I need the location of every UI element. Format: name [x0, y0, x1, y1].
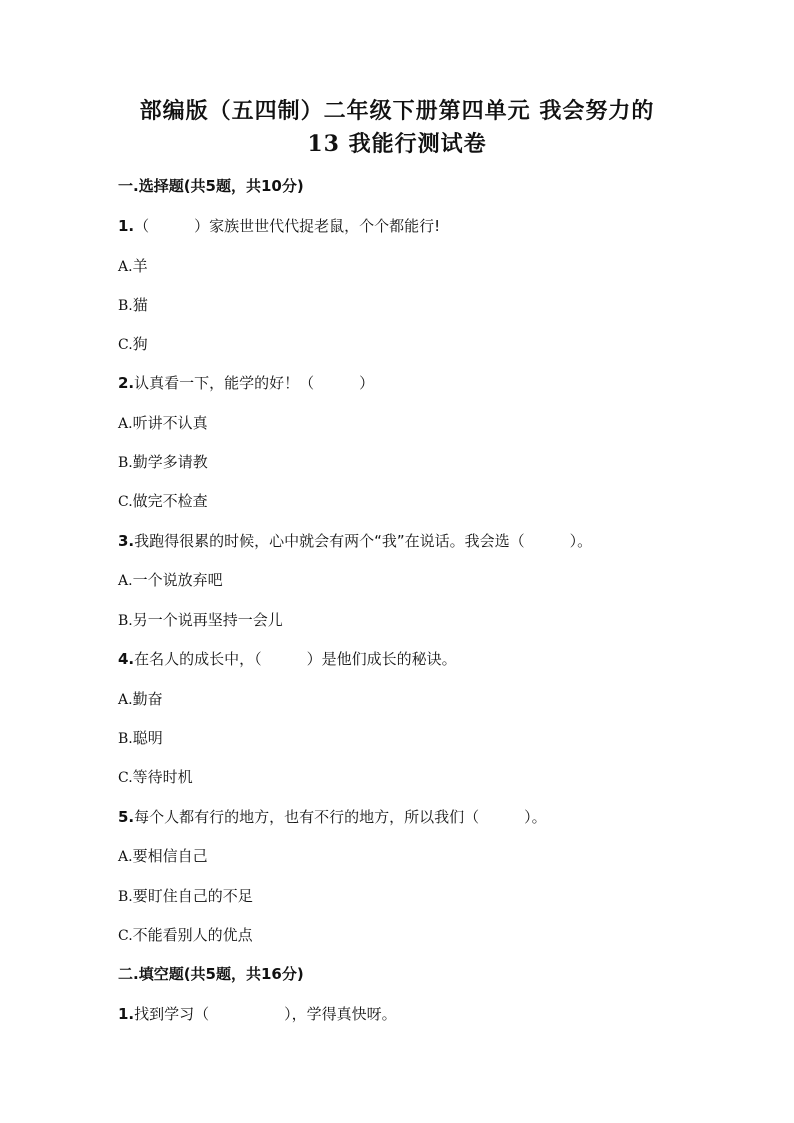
question-2 [118, 373, 374, 393]
option-5c [118, 925, 253, 946]
option-2c [118, 491, 208, 512]
option-text: 另一个说再坚持一会儿 [132, 611, 283, 629]
option-letter: B. [118, 455, 133, 471]
option-text: 勤学多请教 [132, 453, 208, 471]
question-text: （ ）家族世世代代捉老鼠，个个都能行! [134, 217, 441, 235]
option-text: 羊 [132, 257, 148, 275]
option-1b [118, 295, 148, 316]
option-letter: B. [118, 731, 133, 747]
option-4b [118, 728, 163, 749]
question-5 [118, 807, 547, 827]
option-letter: C. [118, 928, 133, 944]
option-4a [118, 689, 163, 710]
question-number: 5. [118, 808, 135, 826]
question-1 [118, 216, 440, 236]
option-text: 狗 [132, 335, 148, 353]
option-1a [118, 256, 148, 277]
option-text: 不能看别人的优点 [132, 926, 253, 944]
option-text: 猫 [132, 296, 148, 314]
option-letter: A. [118, 692, 133, 708]
option-letter: C. [118, 337, 133, 353]
option-text: 听讲不认真 [132, 414, 208, 432]
fill-question-1 [118, 1004, 397, 1024]
option-3b [118, 610, 283, 631]
option-letter: C. [118, 494, 133, 510]
option-text: 勤奋 [132, 690, 163, 708]
option-letter: B. [118, 889, 133, 905]
question-text: 在名人的成长中，（ ）是他们成长的秘诀。 [134, 650, 457, 668]
option-text: 聪明 [132, 729, 163, 747]
question-text: 我跑得很累的时候，心中就会有两个“我”在说话。我会选（ ）。 [134, 532, 593, 550]
option-5a [118, 846, 208, 867]
question-text: 找到学习（ ），学得真快呀。 [134, 1005, 397, 1023]
option-letter: C. [118, 770, 133, 786]
question-number: 4. [118, 650, 135, 668]
question-text: 认真看一下，能学的好！（ ） [134, 374, 375, 392]
option-2b [118, 452, 208, 473]
option-letter: A. [118, 573, 133, 589]
option-letter: A. [118, 849, 133, 865]
question-number: 1. [118, 1005, 135, 1023]
question-number: 1. [118, 217, 135, 235]
option-text: 要相信自己 [132, 847, 208, 865]
option-text: 一个说放弃吧 [132, 571, 223, 589]
section-heading-fill-in-blank: 二.填空题(共5题，共16分) [118, 965, 304, 983]
option-text: 做完不检查 [132, 492, 208, 510]
option-1c [118, 334, 148, 355]
option-letter: B. [118, 613, 133, 629]
option-text: 要盯住自己的不足 [132, 887, 253, 905]
option-4c [118, 767, 193, 788]
question-text: 每个人都有行的地方，也有不行的地方，所以我们（ ）。 [134, 808, 547, 826]
option-letter: B. [118, 298, 133, 314]
exam-title-line-1: 部编版（五四制）二年级下册第四单元 我会努力的 [139, 98, 655, 124]
option-5b [118, 886, 253, 907]
option-letter: A. [118, 259, 133, 275]
option-text: 等待时机 [132, 768, 193, 786]
section-heading-multiple-choice: 一.选择题(共5题，共10分) [118, 177, 304, 195]
question-number: 3. [118, 532, 135, 550]
question-3 [118, 531, 592, 551]
exam-title-line-2: 13 我能行测试卷 [307, 131, 487, 157]
option-3a [118, 570, 223, 591]
question-4 [118, 649, 457, 669]
question-number: 2. [118, 374, 135, 392]
option-letter: A. [118, 416, 133, 432]
option-2a [118, 413, 208, 434]
